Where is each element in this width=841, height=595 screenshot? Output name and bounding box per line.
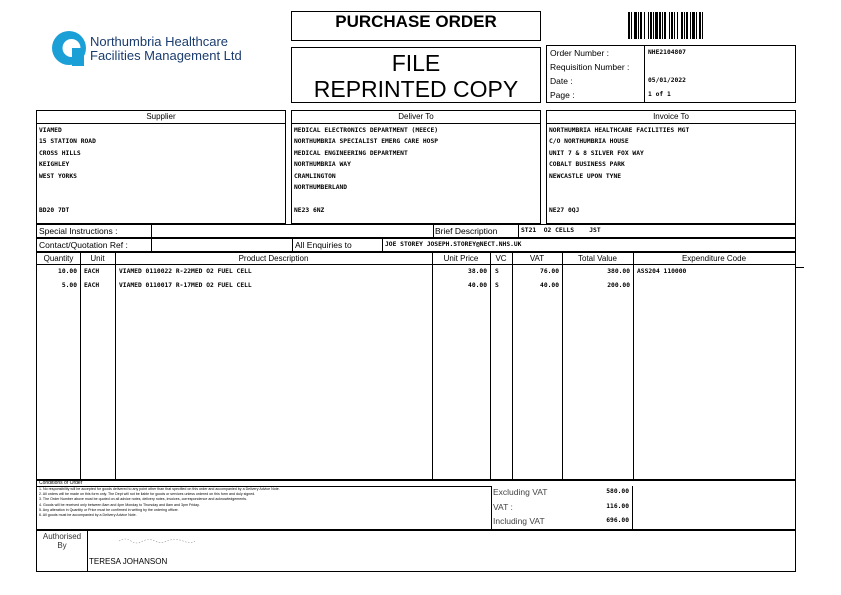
supplier-line: VIAMED (39, 127, 62, 134)
deliver-to-line: MEDICAL ELECTRONICS DEPARTMENT (MEECE) (294, 127, 439, 134)
cell-vat: 40.00 (540, 282, 559, 289)
deliver-to-line: NORTHUMBRIA SPECIALIST EMERG CARE HOSP (294, 138, 439, 146)
copy-box (291, 47, 541, 103)
invoice-to-line: C/O NORTHUMBRIA HOUSE (549, 138, 629, 146)
supplier-line (39, 195, 96, 206)
cell-unit: EACH (84, 268, 100, 275)
col-product: Product Description (238, 254, 309, 263)
authorised-name: TERESA JOHANSON (89, 557, 168, 566)
table-row (37, 268, 795, 282)
cell-product: VIAMED 0110017 R-17MED O2 FUEL CELL (119, 282, 252, 289)
authorised-label-1: Authorised (42, 532, 82, 541)
barcode-icon (628, 12, 746, 39)
invoice-to-line: NEWCASTLE UPON TYNE (549, 172, 622, 180)
deliver-to-line: NORTHUMBRIA WAY (294, 161, 351, 169)
col-vat: VAT (529, 254, 545, 263)
enquiries-label: All Enquiries to (295, 240, 352, 250)
supplier-heading: Supplier (146, 112, 176, 121)
order-number-label: Order Number : (550, 48, 610, 58)
invoice-to-line: NE27 0QJ (549, 206, 580, 214)
deliver-to-line (294, 195, 438, 206)
including-vat-value: 696.00 (606, 517, 629, 524)
col-total: Total Value (578, 254, 617, 263)
circle-logo-icon (50, 29, 88, 67)
supplier-line: BD20 7DT (39, 206, 70, 214)
supplier-line: KEIGHLEY (39, 161, 70, 169)
cell-vat: 76.00 (540, 268, 559, 275)
deliver-to-box (291, 110, 541, 224)
company-name-line2: Facilities Management Ltd (90, 48, 242, 63)
authorised-box (36, 530, 796, 572)
col-vc: VC (495, 254, 507, 263)
contact-row (36, 238, 796, 252)
copy-line-1: FILE (391, 50, 441, 76)
including-vat-label: Including VAT (493, 516, 545, 526)
invoice-to-heading: Invoice To (653, 112, 689, 121)
contact-label: Contact/Quotation Ref : (39, 240, 128, 250)
invoice-to-line: COBALT BUSINESS PARK (549, 161, 625, 169)
invoice-to-box (546, 110, 796, 224)
col-unit: Unit (90, 254, 105, 263)
cell-expenditure: ASS204 110000 (637, 268, 687, 275)
cell-total: 200.00 (607, 282, 630, 289)
line-items-table (36, 252, 796, 480)
invoice-to-line: NORTHUMBRIA HEALTHCARE FACILITIES MGT (549, 127, 690, 134)
page-label: Page : (550, 90, 575, 100)
deliver-to-line: NE23 6NZ (294, 206, 325, 214)
condition-item: 5. Any alteration in Quantity or Price must be confirmed in writing by the ordering officer. (39, 507, 179, 512)
cell-product: VIAMED 0110022 R-22MED O2 FUEL CELL (119, 268, 252, 275)
title-box (291, 11, 541, 41)
order-info-box (546, 45, 796, 103)
supplier-line: WEST YORKS (39, 172, 77, 180)
page-title: PURCHASE ORDER (335, 12, 497, 31)
cell-total: 380.00 (607, 268, 630, 275)
company-name-line1: Northumbria Healthcare (90, 34, 229, 49)
cell-unit-price: 38.00 (468, 268, 487, 275)
conditions-totals-box (36, 480, 796, 530)
conditions-list (39, 487, 280, 518)
conditions-heading: Conditions of Order (39, 480, 83, 486)
copy-line-2: REPRINTED COPY (313, 76, 519, 102)
cell-unit: EACH (84, 282, 100, 289)
supplier-line: CROSS HILLS (39, 149, 81, 157)
condition-item: 4. Goods will be received only between 8am and 4pm Monday to Thursday and 8am and 3pm Friday. (39, 502, 200, 507)
invoice-to-line: UNIT 7 & 8 SILVER FOX WAY (549, 149, 644, 157)
invoice-to-line (549, 184, 689, 195)
supplier-line: 15 STATION ROAD (39, 138, 96, 146)
cell-quantity: 5.00 (61, 282, 77, 289)
supplier-address (39, 127, 96, 218)
vat-value: 116.00 (606, 503, 629, 510)
requisition-label: Requisition Number : (550, 62, 630, 72)
line-items-body (37, 268, 795, 296)
page-value: 1 of 1 (648, 91, 671, 98)
instructions-row (36, 224, 796, 238)
cell-vc: S (495, 282, 499, 289)
vat-label: VAT : (493, 502, 513, 512)
cell-quantity: 10.00 (58, 268, 77, 275)
brief-description-label: Brief Description (435, 226, 498, 236)
order-number-value: NHE2104807 (648, 49, 686, 56)
condition-item: 1. No responsibility will be accepted for goods delivered to any point other than that specified on this order and accompanied by a Delivery Advice Note. (39, 487, 280, 491)
date-value: 05/01/2022 (648, 77, 686, 84)
condition-item: 6. All goods must be accompanied by a Delivery Advice Note. (39, 513, 137, 518)
date-label: Date : (550, 76, 573, 86)
brief-description-value: ST21 O2 CELLS JST (521, 227, 601, 234)
deliver-to-heading: Deliver To (398, 112, 434, 121)
table-row (37, 282, 795, 296)
condition-item: 2. All orders will be made on this form only. The Dept will not be liable for goods or services unless ordered on this form and duly signed. (39, 492, 256, 497)
supplier-line (39, 184, 96, 195)
cell-unit-price: 40.00 (468, 282, 487, 289)
excluding-vat-label: Excluding VAT (493, 487, 548, 497)
excluding-vat-value: 580.00 (606, 488, 629, 495)
col-quantity: Quantity (43, 254, 74, 263)
invoice-to-line (549, 195, 689, 206)
deliver-to-line: MEDICAL ENGINEERING DEPARTMENT (294, 149, 408, 157)
deliver-to-address (294, 127, 438, 218)
invoice-to-address (549, 127, 689, 218)
deliver-to-line: NORTHUMBERLAND (294, 183, 348, 191)
special-instructions-label: Special Instructions : (39, 226, 118, 236)
authorised-label-2: By (57, 541, 67, 550)
supplier-box (36, 110, 286, 224)
condition-item: 3. The Order Number above must be quoted on all advice notes, delivery notes, invoices, correspondence and acknowledgements. (39, 497, 248, 502)
col-expenditure: Expenditure Code (681, 254, 747, 263)
col-unit-price: Unit Price (443, 254, 479, 263)
cell-vc: S (495, 268, 499, 275)
signature (117, 535, 197, 545)
enquiries-value: JOE STOREY JOSEPH.STOREY@NECT.NHS.UK (385, 241, 522, 248)
deliver-to-line: CRAMLINGTON (294, 172, 336, 180)
